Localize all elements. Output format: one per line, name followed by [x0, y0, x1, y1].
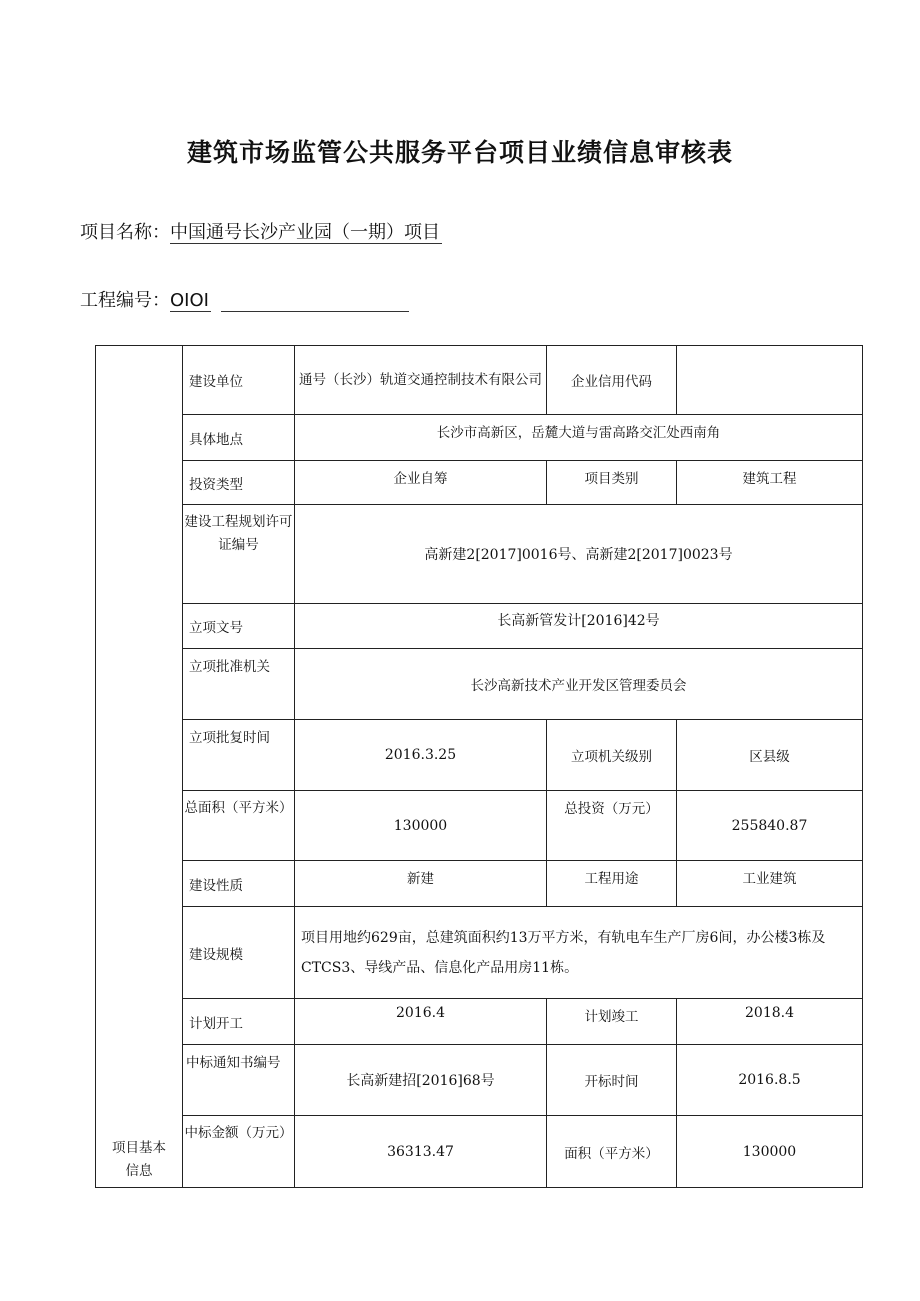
permit-label-cell — [183, 505, 295, 604]
row-bid-amount — [96, 1116, 863, 1188]
build-unit-label: 建设单位 — [183, 346, 295, 415]
section-basic-cell — [96, 346, 183, 1188]
total-invest-value: 255840.87 — [677, 791, 863, 861]
bid-notice-value: 长高新建招[2016]68号 — [295, 1045, 547, 1116]
row-approval-time — [96, 720, 863, 791]
plan-start-label: 计划开工 — [183, 999, 295, 1045]
bid-amount-value: 36313.47 — [295, 1116, 547, 1188]
row-total-area — [96, 791, 863, 861]
category-label: 项目类别 — [547, 461, 677, 505]
build-unit-value-cell — [295, 346, 547, 415]
credit-code-value — [677, 346, 863, 415]
plan-end-value: 2018.4 — [677, 999, 863, 1045]
audit-table — [95, 345, 863, 1188]
bid-open-label: 开标时间 — [547, 1045, 677, 1116]
project-code-blank — [221, 291, 409, 312]
project-name-line — [80, 218, 442, 244]
bid-notice-label: 中标通知书编号 — [183, 1045, 295, 1116]
total-area-label: 总面积（平方米） — [184, 800, 293, 816]
scale-value: 项目用地约629亩，总建筑面积约13万平方米，有轨电车生产厂房6间，办公楼3栋及CTCS3、导线产品、信息化产品用房11栋。 — [295, 907, 863, 999]
bid-open-value: 2016.8.5 — [677, 1045, 863, 1116]
category-value: 建筑工程 — [677, 461, 863, 505]
row-build-unit — [96, 346, 863, 415]
project-code-label: 工程编号： — [80, 290, 170, 311]
build-unit-value: 通号（长沙）轨道交通控制技术有限公司 — [299, 371, 542, 388]
approval-level-value: 区县级 — [677, 720, 863, 791]
approval-level-label: 立项机关级别 — [547, 720, 677, 791]
row-invest-type — [96, 461, 863, 505]
nature-label: 建设性质 — [183, 861, 295, 907]
project-code-line — [80, 286, 409, 312]
row-approval-doc — [96, 604, 863, 649]
section-basic-label: 项目基本信息 — [112, 1140, 166, 1179]
invest-type-value: 企业自筹 — [295, 461, 547, 505]
use-value: 工业建筑 — [677, 861, 863, 907]
approval-org-value: 长沙高新技术产业开发区管理委员会 — [295, 649, 863, 720]
row-plan — [96, 999, 863, 1045]
row-approval-org — [96, 649, 863, 720]
permit-value: 高新建2[2017]0016号、高新建2[2017]0023号 — [295, 505, 863, 604]
location-label: 具体地点 — [183, 415, 295, 461]
approval-time-label: 立项批复时间 — [183, 720, 295, 791]
approval-doc-label: 立项文号 — [183, 604, 295, 649]
credit-code-label: 企业信用代码 — [547, 346, 677, 415]
bid-area-label: 面积（平方米） — [547, 1116, 677, 1188]
scale-label: 建设规模 — [183, 907, 295, 999]
row-permit — [96, 505, 863, 604]
bid-area-value: 130000 — [677, 1116, 863, 1188]
total-area-value: 130000 — [295, 791, 547, 861]
location-value: 长沙市高新区，岳麓大道与雷高路交汇处西南角 — [295, 415, 863, 461]
row-location — [96, 415, 863, 461]
total-invest-label: 总投资（万元） — [547, 791, 677, 861]
nature-value: 新建 — [295, 861, 547, 907]
row-nature — [96, 861, 863, 907]
project-name-value: 中国通号长沙产业园（一期）项目 — [170, 222, 440, 243]
approval-time-value: 2016.3.25 — [295, 720, 547, 791]
invest-type-label: 投资类型 — [183, 461, 295, 505]
bid-amount-label: 中标金额（万元） — [184, 1125, 293, 1141]
approval-doc-value: 长高新管发计[2016]42号 — [295, 604, 863, 649]
page-title: 建筑市场监管公共服务平台项目业绩信息审核表 — [186, 138, 733, 167]
plan-end-label: 计划竣工 — [547, 999, 677, 1045]
bid-amount-label-cell — [183, 1116, 295, 1188]
permit-label: 建设工程规划许可证编号 — [184, 514, 293, 553]
row-scale — [96, 907, 863, 999]
project-name-label: 项目名称： — [80, 222, 170, 243]
plan-start-value: 2016.4 — [295, 999, 547, 1045]
project-code-value: OIOI — [170, 290, 209, 311]
approval-org-label: 立项批准机关 — [183, 649, 295, 720]
use-label: 工程用途 — [547, 861, 677, 907]
audit-form — [95, 345, 863, 1188]
row-bid-notice — [96, 1045, 863, 1116]
total-area-label-cell — [183, 791, 295, 861]
